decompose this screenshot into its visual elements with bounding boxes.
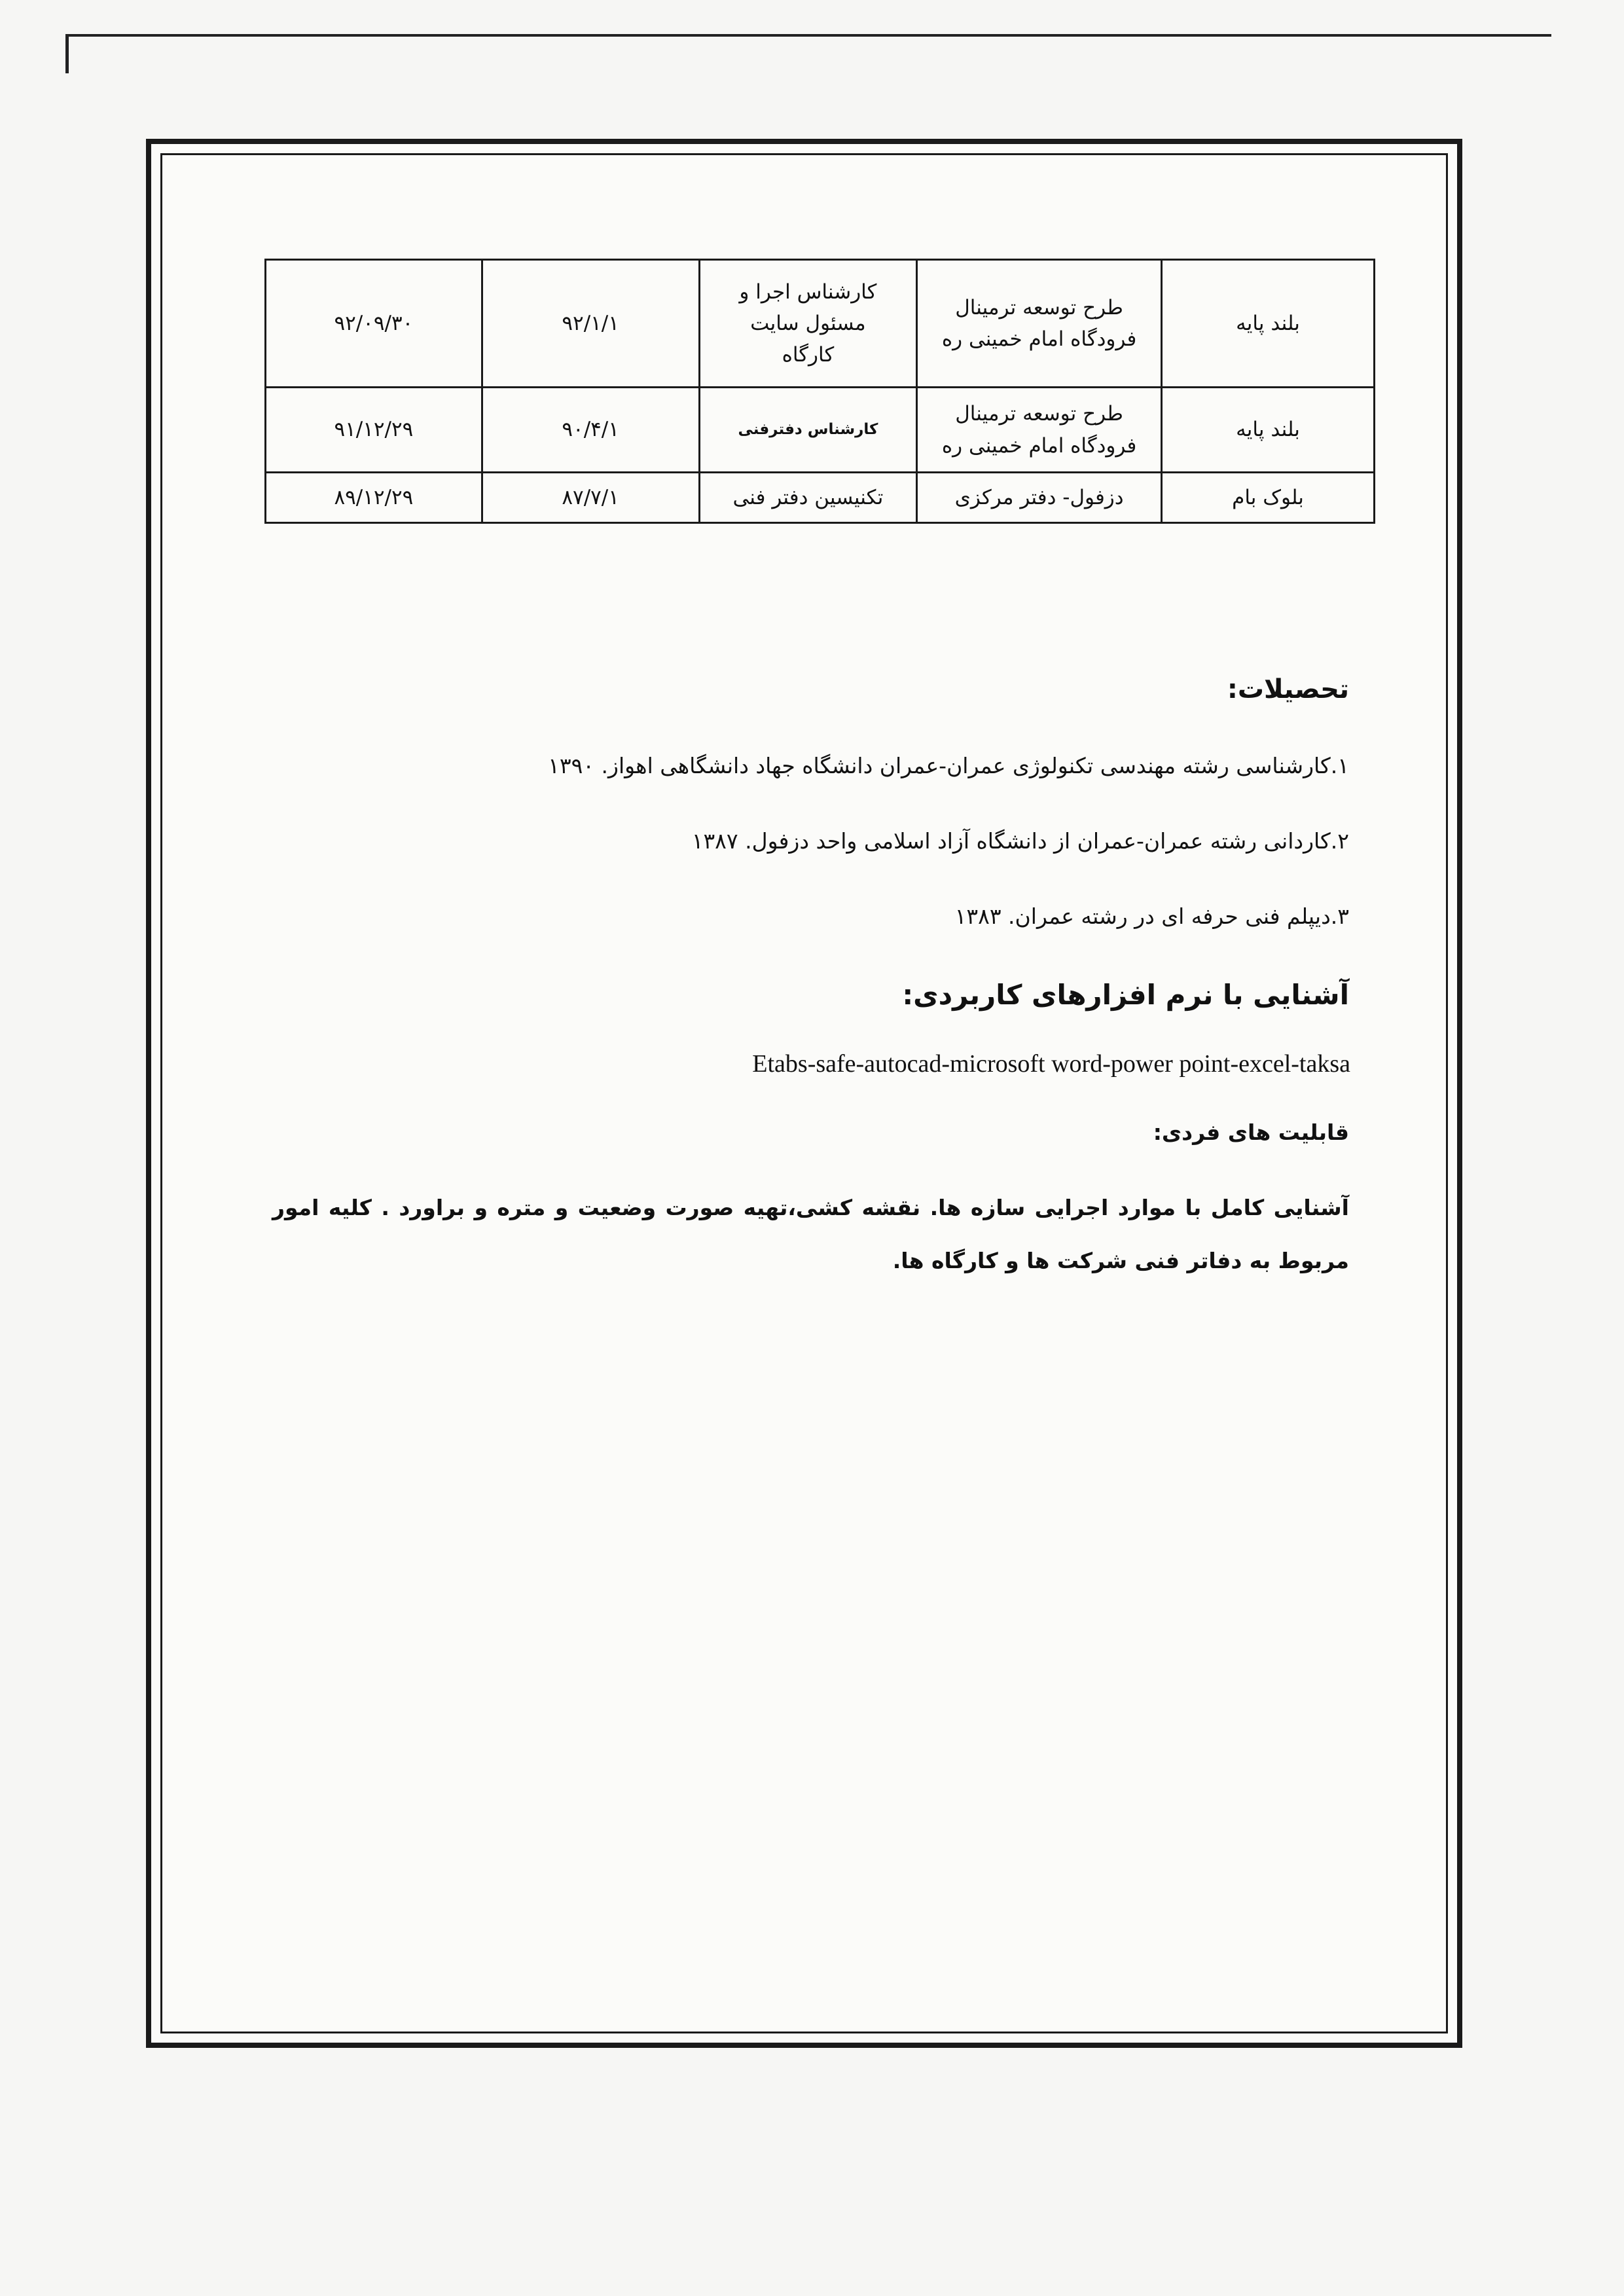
scan-edge-line xyxy=(65,34,1551,37)
structure-cell: بلند پایه xyxy=(1162,388,1375,473)
skills-heading: قابلیت های فردی: xyxy=(1153,1120,1349,1145)
education-item: ۳.دیپلم فنی حرفه ای در رشته عمران. ۱۳۸۳ xyxy=(954,903,1349,929)
project-cell: طرح توسعه ترمینال فرودگاه امام خمینی ره xyxy=(917,388,1162,473)
education-item: ۲.کاردانی رشته عمران-عمران از دانشگاه آزاد اسلامی واحد دزفول. ۱۳۸۷ xyxy=(691,828,1349,854)
table-row xyxy=(266,473,1375,523)
software-heading: آشنایی با نرم افزارهای کاربردی: xyxy=(902,979,1349,1011)
role-cell: تکنیسین دفتر فنی xyxy=(699,473,917,523)
project-cell: طرح توسعه ترمینال فرودگاه امام خمینی ره xyxy=(917,260,1162,388)
table-row xyxy=(266,388,1375,473)
end-date-cell: ۹۱/۱۲/۲۹ xyxy=(266,388,482,473)
role-cell: کارشناس دفترفنی xyxy=(699,388,917,473)
work-experience-table xyxy=(264,259,1375,524)
start-date-cell: ۸۷/۷/۱ xyxy=(482,473,699,523)
project-cell: دزفول- دفتر مرکزی xyxy=(917,473,1162,523)
software-list: Etabs-safe-autocad-microsoft word-power point-excel-taksa xyxy=(752,1050,1350,1078)
start-date-cell: ۹۰/۴/۱ xyxy=(482,388,699,473)
table-row xyxy=(266,260,1375,388)
scan-edge-mark xyxy=(65,34,69,73)
skills-text: آشنایی کامل با موارد اجرایی سازه ها. نقشه کشی،تهیه صورت وضعیت و متره و براورد . کلیه امور مربوط به دفاتر فنی شرکت ها و کارگاه ها. xyxy=(272,1195,1349,1273)
end-date-cell: ۸۹/۱۲/۲۹ xyxy=(266,473,482,523)
start-date-cell: ۹۲/۱/۱ xyxy=(482,260,699,388)
education-item: ۱.کارشناسی رشته مهندسی تکنولوژی عمران-عمران دانشگاه جهاد دانشگاهی اهواز. ۱۳۹۰ xyxy=(548,753,1349,778)
role-cell: کارشناس اجرا و مسئول سایت کارگاه xyxy=(699,260,917,388)
end-date-cell: ۹۲/۰۹/۳۰ xyxy=(266,260,482,388)
education-heading: تحصیلات: xyxy=(1227,674,1349,704)
structure-cell: بلند پایه xyxy=(1162,260,1375,388)
structure-cell: بلوک بام xyxy=(1162,473,1375,523)
